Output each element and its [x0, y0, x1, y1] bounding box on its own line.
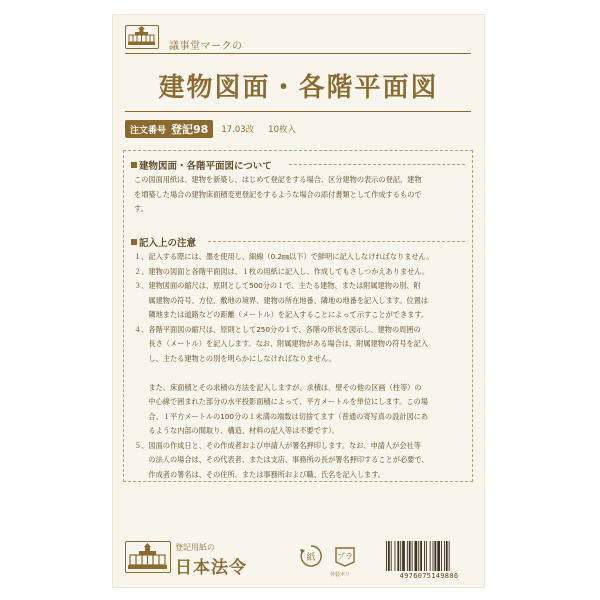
barcode-number: 4976075149806: [399, 572, 459, 580]
section-heading-about: [131, 158, 272, 172]
diet-building-logo-icon: [125, 541, 171, 573]
text-line: 中心線で囲まれた部分の水平投影面積によって、平方メートルを単位にします。この場: [134, 397, 428, 406]
barcode-bar: [433, 541, 434, 571]
pla-label: プラ: [337, 552, 353, 561]
barcode-bar: [402, 541, 405, 571]
barcode-bar: [395, 541, 396, 571]
text-line: [134, 366, 464, 381]
text-line: し、主たる建物との別を明らかにしなければなりません。: [134, 353, 336, 363]
barcode: [384, 541, 474, 571]
bullet-square-icon: [131, 162, 137, 168]
barcode-bar: [441, 541, 442, 571]
about-paragraph: [134, 173, 464, 217]
bullet-square-icon: [131, 239, 137, 245]
text-line: 属建物の符号、方位、敷地の境界、建物の所在地番、隣地の地番を記入します。位置は: [134, 295, 429, 305]
barcode-bar: [386, 541, 387, 571]
order-info: [125, 120, 296, 138]
section-heading-notes: [131, 235, 196, 249]
notes-paragraph: [134, 250, 464, 482]
barcode-bar: [424, 541, 425, 571]
order-code: 登記98: [171, 123, 209, 136]
text-line: 合、１平方メートルの100分の１未満の端数は切捨てます（普通の寄写真の設計図にあ: [134, 411, 429, 421]
text-line: 作成者の署名は、その住所、または事務所および職、氏名を記入します。: [134, 469, 385, 479]
text-line: １、記入する際には、墨を使用し、細線（0.2㎜以下）で鮮明に記入しなければなりません。: [134, 252, 434, 261]
text-line: ３、建物図面の縮尺は、原則として500分の１で、主たる建物、または附属建物の別、附: [134, 281, 421, 290]
barcode-bar: [446, 541, 448, 571]
text-line: ５、図面の作成日と、その作成者および申請人が署名押印します。なお、申請人が会社等: [134, 440, 421, 450]
publisher-caption: 登記用紙の: [175, 543, 215, 552]
form-title: 建物図面・各階平面図: [158, 73, 439, 103]
barcode-bar: [415, 541, 418, 571]
barcode-bar: [407, 541, 408, 571]
barcode-bar: [420, 541, 422, 571]
barcode-bar: [400, 541, 401, 571]
recycle-label: 紙: [306, 553, 316, 563]
header-rule: [125, 53, 471, 54]
plastic-recycle-icon: [331, 542, 359, 570]
barcode-bar: [418, 541, 419, 571]
barcode-bar: [397, 541, 399, 571]
diet-building-logo-icon: [125, 25, 159, 49]
section-heading-text: 記入上の注意: [139, 238, 197, 249]
heading-divider: [289, 164, 465, 165]
order-label: 注文番号: [130, 125, 167, 136]
brand-caption: 議事堂マークの: [169, 41, 243, 52]
text-line: の法人の場合は、その代表者、または支店、事務所の長が署名押印することが必要で、: [134, 455, 429, 464]
text-line: ２、建物の図面と各階平面図は、１枚の用紙に記入し、作成してもさしつかえありません。: [134, 266, 430, 276]
barcode-bar: [409, 541, 411, 571]
barcode-bar: [430, 541, 431, 571]
section-heading-text: 建物図面・各階平面図について: [139, 161, 272, 172]
text-line: るような内部の間取り、構造、材料の記入等は不要です）。: [134, 426, 339, 435]
barcode-bar: [434, 541, 436, 571]
barcode-bar: [426, 541, 427, 571]
pla-caption: 外装ポリ: [330, 572, 351, 578]
barcode-bar: [391, 541, 392, 571]
barcode-bar: [444, 541, 445, 571]
barcode-bar: [388, 541, 390, 571]
title-rule: [125, 111, 471, 112]
instructions-box: [123, 150, 473, 482]
form-cover: [113, 15, 484, 587]
text-line: を増築した場合の建物床面積変更登記をするような場合の添付書類として作成するもので: [134, 189, 422, 199]
text-line: 隣地または道路などの距離（メートル）を記入することによって示すことができます。: [134, 310, 429, 319]
text-line: 長さ（メートル）を記入します。なお、附属建物がある場合は、附属建物の符号を記入: [134, 339, 429, 348]
publisher-name: 日本法令: [175, 558, 247, 578]
paper-recycle-icon: [299, 544, 323, 568]
text-line: す。: [134, 204, 148, 213]
version-label: 17.03改: [221, 125, 255, 135]
heading-divider: [208, 241, 465, 242]
barcode-bar: [449, 541, 450, 571]
sheet-count: 10枚入: [268, 125, 296, 135]
text-line: また、床面積とその求積の方法を記入しますが、求積は、壁その他の区画（柱等）の: [134, 382, 422, 392]
barcode-bar: [412, 541, 413, 571]
barcode-bar: [437, 541, 440, 571]
text-line: この図面用紙は、建物を新築し、はじめて登記をする場合、区分建物の表示の登記、建物: [134, 175, 422, 184]
text-line: ４、各階平面図の縮尺は、原則として250分の１で、各階の形状を図示し、建物の周囲の: [134, 324, 421, 334]
order-badge: [125, 120, 213, 138]
